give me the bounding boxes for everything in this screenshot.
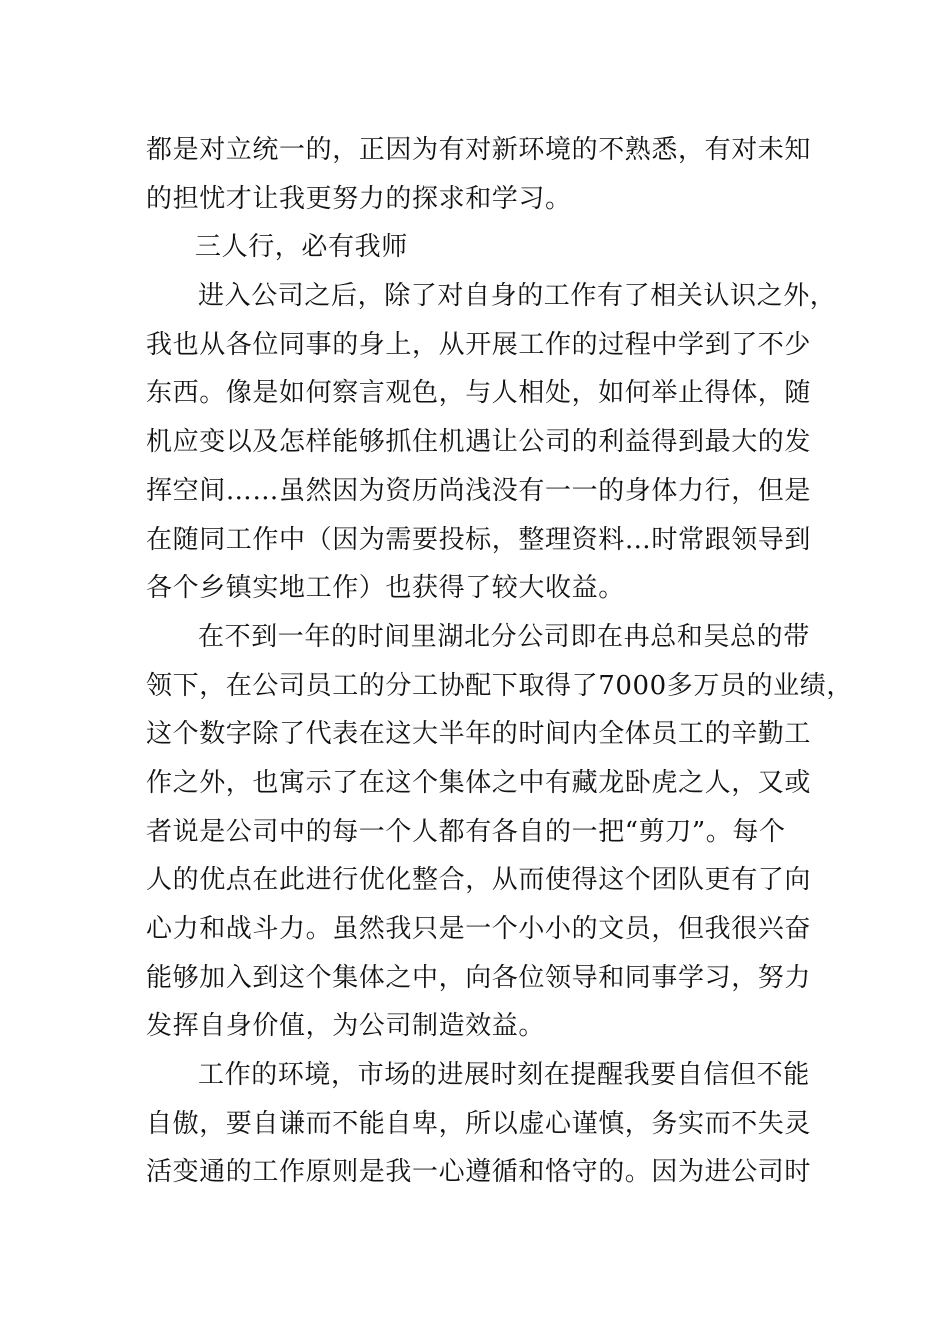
text-line: 东西。像是如何察言观色，与人相处，如何举止得体，随 [146, 378, 812, 409]
text-line: 心力和战斗力。虽然我只是一个小小的文员，但我很兴奋 [146, 914, 812, 944]
text-line: 的担忧才让我更努力的探求和学习。 [146, 183, 572, 214]
text-line: 机应变以及怎样能够抓住机遇让公司的利益得到最大的发 [146, 427, 812, 458]
text-line: 都是对立统一的，正因为有对新环境的不熟悉，有对未知 [146, 135, 812, 165]
text-line: 我也从各位同事的身上，从开展工作的过程中学到了不少 [146, 329, 812, 360]
text-line: 领下，在公司员工的分工协配下取得了7000多万员的业绩， [146, 670, 853, 701]
text-line: 挥空间……虽然因为资历尚浅没有一一的身体力行，但是 [146, 475, 812, 506]
text-line: 在随同工作中（因为需要投标，整理资料…时常跟领导到 [146, 524, 812, 555]
paragraph-first-line: 工作的环境，市场的进展时刻在提醒我要自信但不能 [198, 1060, 810, 1091]
text-line: 自傲，要自谦而不能自卑，所以虚心谨慎，务实而不失灵 [146, 1108, 812, 1139]
text-line: 活变通的工作原则是我一心遵循和恪守的。因为进公司时 [146, 1157, 812, 1188]
paragraph-first-line: 进入公司之后，除了对自身的工作有了相关认识之外， [198, 281, 837, 312]
section-heading: 三人行，必有我师 [195, 232, 408, 263]
text-line: 各个乡镇实地工作）也获得了较大收益。 [146, 573, 625, 604]
text-line: 者说是公司中的每一个人都有各自的一把“剪刀”。每个 [146, 816, 786, 847]
text-line: 人的优点在此进行优化整合，从而使得这个团队更有了向 [146, 865, 812, 896]
paragraph-first-line: 在不到一年的时间里湖北分公司即在冉总和吴总的带 [198, 621, 810, 652]
text-line: 作之外，也寓示了在这个集体之中有藏龙卧虎之人，又或 [146, 767, 812, 798]
text-line: 能够加入到这个集体之中，向各位领导和同事学习，努力 [146, 962, 812, 993]
document-body [146, 126, 853, 1197]
text-line: 发挥自身价值，为公司制造效益。 [146, 1011, 546, 1042]
text-line: 这个数字除了代表在这大半年的时间内全体员工的辛勤工 [146, 719, 812, 750]
